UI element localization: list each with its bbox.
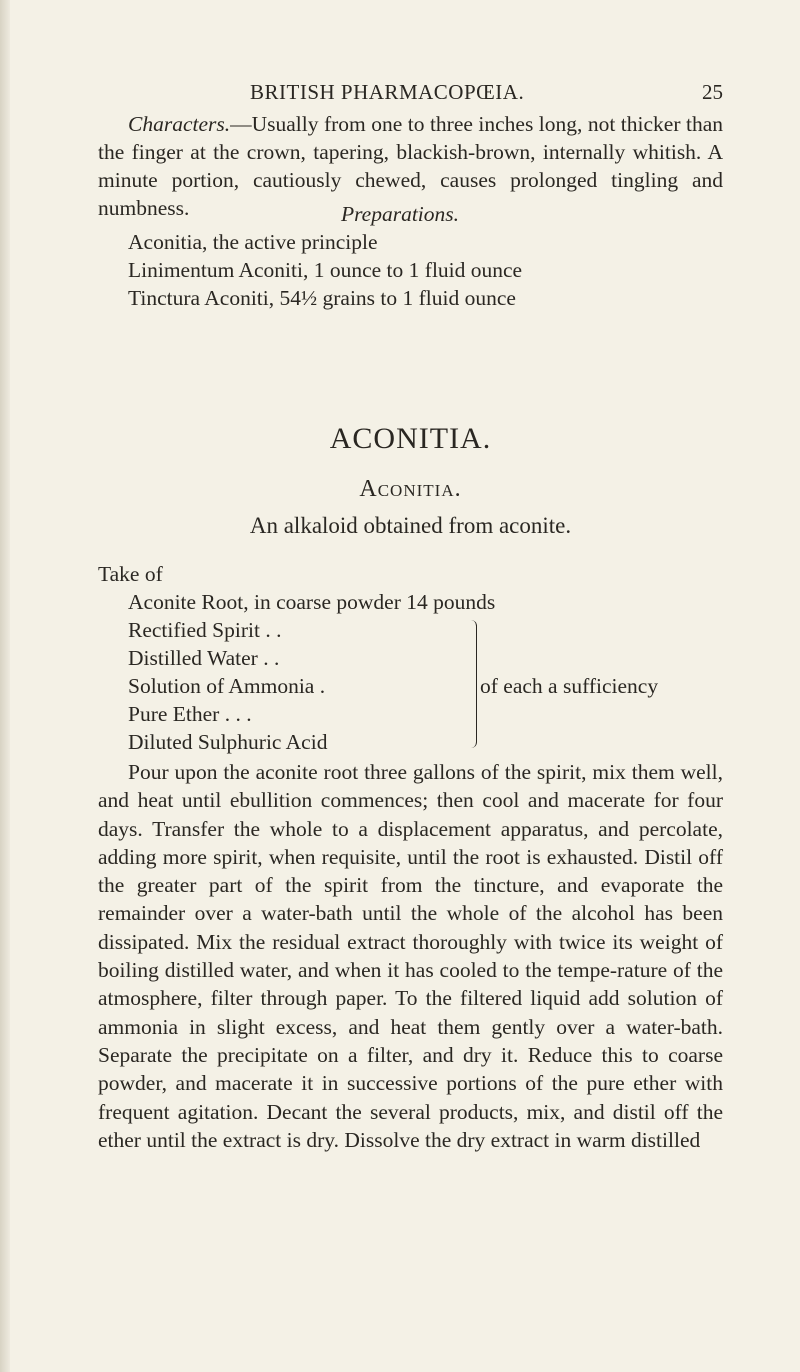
preparation-item: Aconitia, the active principle bbox=[128, 230, 378, 254]
page-header bbox=[0, 80, 800, 110]
characters-label: Characters. bbox=[128, 112, 231, 136]
monograph-subtitle: Aconitia. bbox=[359, 476, 462, 502]
running-head: BRITISH PHARMACOPŒIA. bbox=[250, 80, 525, 104]
preparation-item: Linimentum Aconiti, 1 ounce to 1 fluid ounce bbox=[128, 258, 523, 282]
ingredient-item: Distilled Water . . bbox=[128, 646, 280, 670]
ingredient-group bbox=[128, 616, 728, 756]
characters-text: —Usually from one to three inches long, not thicker than the finger at the crown, tapering, blackish-brown, internally whitish. A minute portion, cautiously chewed, causes prolonged tingling and numbness. bbox=[98, 112, 723, 220]
ingredient-item: Solution of Ammonia . bbox=[128, 674, 326, 698]
ingredient-item: Pure Ether . . . bbox=[128, 702, 252, 726]
monograph-title: ACONITIA. bbox=[329, 422, 492, 455]
preparations-heading: Preparations. bbox=[340, 202, 460, 226]
take-of-label: Take of bbox=[98, 562, 163, 586]
ingredient-item: Rectified Spirit . . bbox=[128, 618, 282, 642]
page-gutter bbox=[0, 0, 10, 1372]
page-number: 25 bbox=[702, 80, 723, 104]
ingredient-brace bbox=[468, 620, 477, 748]
method-paragraph: Pour upon the aconite root three gallons of the spirit, mix them well, and heat until ebullition commences; then cool and macerate for four days. Transfer the whole to a displacement apparatus, and percolate, adding more spirit, when requisite, until the root is exhausted. Distil off the greater part of the spirit from the tincture, and evaporate the remainder over a water-bath until the whole of the alcohol has been dissipated. Mix the residual extract thoroughly with twice its weight of boiling distilled water, and when it has cooled to the tempe-rature of the atmosphere, filter through paper. To the filtered liquid add solution of ammonia in slight excess, and heat them gently over a water-bath. Separate the precipitate on a filter, and dry it. Reduce this to coarse powder, and macerate it in successive portions of the pure ether with frequent agitation. Decant the several products, mix, and distil off the ether until the extract is dry. Dissolve the dry extract in warm distilled bbox=[98, 760, 723, 1152]
ingredient-aconite-root: Aconite Root, in coarse powder 14 pounds bbox=[128, 590, 496, 614]
monograph-definition: An alkaloid obtained from aconite. bbox=[249, 513, 572, 538]
preparations-list bbox=[128, 228, 753, 312]
preparation-item: Tinctura Aconiti, 54½ grains to 1 fluid ounce bbox=[128, 286, 516, 310]
ingredient-item: Diluted Sulphuric Acid bbox=[128, 730, 328, 754]
brace-note: of each a sufficiency bbox=[480, 674, 659, 698]
